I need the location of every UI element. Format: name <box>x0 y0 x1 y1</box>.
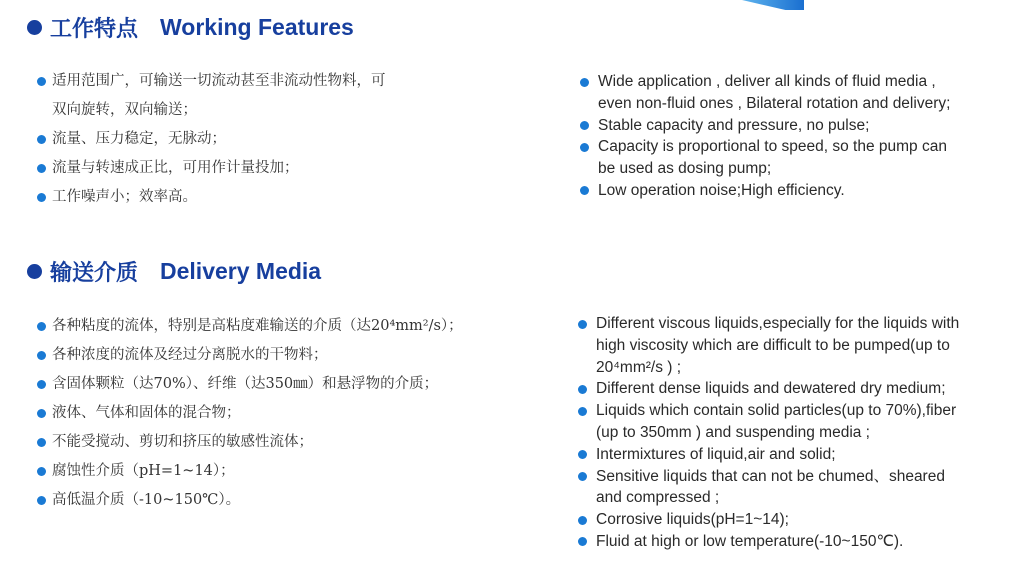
list-item: Liquids which contain solid particles(up to 70%),fiber (up to 350mm ) and suspending media ; <box>578 400 959 444</box>
list-item: 流量与转速成正比，可用作计量投加； <box>37 154 557 183</box>
list-item: Stable capacity and pressure, no pulse; <box>580 115 950 137</box>
list-item: Different viscous liquids,especially for the liquids with high viscosity which are difficult to be pumped(up to 20⁴mm²/s ) ; <box>578 313 959 378</box>
bullet-icon <box>37 193 46 202</box>
bullet-icon <box>580 121 589 130</box>
bullet-icon <box>578 385 587 394</box>
list-item: 各种粘度的流体，特别是高粘度难输送的介质（达20⁴mm²/s）； <box>37 312 557 341</box>
media-cn-list <box>37 312 557 515</box>
list-item: 不能受搅动、剪切和挤压的敏感性流体； <box>37 428 557 457</box>
bullet-icon <box>578 472 587 481</box>
bullet-icon <box>37 409 46 418</box>
media-en-list <box>578 313 959 553</box>
list-item: 各种浓度的流体及经过分离脱水的干物料； <box>37 341 557 370</box>
list-item: Low operation noise;High efficiency. <box>580 180 950 202</box>
bullet-icon <box>37 164 46 173</box>
features-cn-list <box>37 67 557 212</box>
list-item: Sensitive liquids that can not be chumed、sheared and compressed ; <box>578 466 959 510</box>
bullet-icon <box>578 537 587 546</box>
bullet-icon <box>37 351 46 360</box>
bullet-icon <box>37 77 46 86</box>
list-item: Intermixtures of liquid,air and solid; <box>578 444 959 466</box>
bullet-icon <box>580 78 589 87</box>
features-heading <box>27 12 354 43</box>
media-title-cn: 输送介质 <box>50 261 139 286</box>
bullet-icon <box>578 407 587 416</box>
bullet-icon <box>37 438 46 447</box>
list-item: 液体、气体和固体的混合物； <box>37 399 557 428</box>
bullet-icon <box>37 496 46 505</box>
list-item: 流量、压力稳定，无脉动； <box>37 125 557 154</box>
bullet-icon <box>578 450 587 459</box>
bullet-icon <box>578 516 587 525</box>
corner-decoration <box>742 0 804 10</box>
features-en-list <box>580 71 950 202</box>
bullet-icon <box>578 320 587 329</box>
list-item: Different dense liquids and dewatered dry medium; <box>578 378 959 400</box>
bullet-icon <box>37 135 46 144</box>
heading-bullet-icon <box>27 20 42 35</box>
media-heading <box>27 256 321 287</box>
list-item: 双向旋转，双向输送； <box>52 102 197 118</box>
list-item: Corrosive liquids(pH=1~14); <box>578 509 959 531</box>
features-title-en: Working Features <box>160 14 354 40</box>
list-item: Capacity is proportional to speed, so the pump can be used as dosing pump; <box>580 136 950 180</box>
bullet-icon <box>37 380 46 389</box>
list-item: 高低温介质（-10~150℃）。 <box>37 486 557 515</box>
list-item: 含固体颗粒（达70%）、纤维（达350㎜）和悬浮物的介质； <box>37 370 557 399</box>
features-title-cn: 工作特点 <box>50 17 139 42</box>
list-item: 工作噪声小；效率高。 <box>37 183 557 212</box>
bullet-icon <box>37 467 46 476</box>
bullet-icon <box>37 322 46 331</box>
list-item: 适用范围广，可输送一切流动甚至非流动性物料，可 <box>37 67 557 96</box>
list-item: Wide application , deliver all kinds of fluid media , even non-fluid ones , Bilateral rotation and delivery; <box>580 71 950 115</box>
bullet-icon <box>580 143 589 152</box>
list-item: 腐蚀性介质（pH=1~14）； <box>37 457 557 486</box>
media-title-en: Delivery Media <box>160 258 322 284</box>
heading-bullet-icon <box>27 264 42 279</box>
bullet-icon <box>580 186 589 195</box>
list-item: Fluid at high or low temperature(-10~150℃). <box>578 531 959 553</box>
